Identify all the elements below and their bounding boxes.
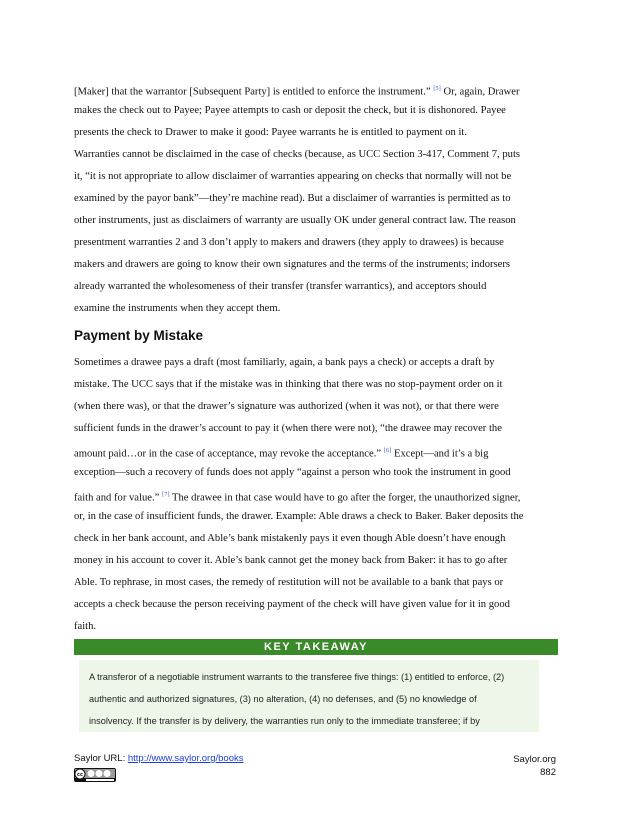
text-line: already warranted the wholesomeness of their transfer (transfer warrantics), and acceptors should — [74, 281, 487, 292]
key-takeaway-header: KEY TAKEAWAY — [74, 639, 558, 655]
text-line: amount paid…or in the case of acceptance, may revoke the acceptance.” [6] Except—and it’s a big — [74, 447, 489, 460]
text-line: examine the instruments when they accept them. — [74, 303, 281, 314]
text-line: check in her bank account, and Able’s bank mistakenly pays it even though Able doesn’t have enough — [74, 533, 506, 544]
text-line: it, “it is not appropriate to allow disclaimer of warranties appearing on checks that normally will not be — [74, 171, 512, 182]
footnote-link[interactable]: [5] — [433, 85, 441, 92]
takeaway-line: authentic and authorized signatures, (3) no alteration, (4) no defenses, and (5) no knowledge of — [89, 694, 477, 704]
text-line: other instruments, just as disclaimers of warranty are usually OK under general contract law. The reason — [74, 215, 516, 226]
text-line: Able. To rephrase, in most cases, the remedy of restitution will not be available to a bank that pays or — [74, 577, 504, 588]
text-line: or, in the case of insufficient funds, the drawer. Example: Able draws a check to Baker. Baker deposits the — [74, 511, 524, 522]
text-line: (when there was), or that the drawer’s signature was authorized (when it was not), or that there were — [74, 401, 499, 412]
text-line: faith. — [74, 621, 97, 632]
cc-license-icon — [74, 767, 116, 781]
text-line: makers and drawers are going to know their own signatures and the terms of the instruments; indorsers — [74, 259, 511, 270]
text-line: exception—such a recovery of funds does not apply “against a person who took the instrument in good — [74, 467, 511, 478]
takeaway-line: insolvency. If the transfer is by delivery, the warranties run only to the immediate transferee; if by — [89, 716, 480, 726]
text-line: faith and for value.” [7] The drawee in that case would have to go after the forger, the unauthorized signer, — [74, 491, 521, 504]
text-line: presents the check to Drawer to make it good: Payee warrants he is entitled to payment on it. — [74, 127, 468, 138]
page-number: 882 — [540, 767, 556, 778]
footer-page-info — [513, 753, 556, 779]
section-heading: Payment by Mistake — [74, 328, 204, 343]
footnote-link[interactable]: [6] — [383, 447, 392, 454]
publisher-name: Saylor.org — [513, 754, 556, 765]
svg-text:cc: cc — [77, 772, 83, 778]
takeaway-line: A transferor of a negotiable instrument warrants to the transferee five things: (1) entitled to enforce, (2) — [89, 672, 505, 682]
text-line: mistake. The UCC says that if the mistake was in thinking that there was no stop-payment order on it — [74, 379, 503, 390]
source-link[interactable]: http://www.saylor.org/books — [127, 753, 244, 764]
key-takeaway-box — [79, 660, 539, 732]
text-line: Sometimes a drawee pays a draft (most familiarly, again, a bank pays a check) or accepts a draft by — [74, 357, 495, 368]
text-line: examined by the payor bank”—they’re machine read). But a disclaimer of warranties is permitted as to — [74, 193, 511, 204]
text-line: [Maker] that the warrantor [Subsequent Party] is entitled to enforce the instrument.” [5] Or, again, Drawer — [74, 85, 520, 98]
text-line: Warranties cannot be disclaimed in the case of checks (because, as UCC Section 3-417, Comment 7, puts — [74, 149, 521, 160]
footnote-link[interactable]: [7] — [161, 491, 170, 498]
footer-source: Saylor URL: http://www.saylor.org/books — [74, 753, 244, 764]
text-line: money in his account to cover it. Able’s bank cannot get the money back from Baker: it has to go after — [74, 555, 508, 566]
text-line: accepts a check because the person receiving payment of the check will have given value for it in good — [74, 599, 510, 610]
text-line: makes the check out to Payee; Payee attempts to cash or deposit the check, but it is dishonored. Payee — [74, 105, 506, 116]
text-line: sufficient funds in the drawer’s account to pay it (when there were not), “the drawee may recover the — [74, 423, 502, 434]
text-line: presentment warranties 2 and 3 don’t apply to makers and drawers (they apply to drawees) is because — [74, 237, 504, 248]
